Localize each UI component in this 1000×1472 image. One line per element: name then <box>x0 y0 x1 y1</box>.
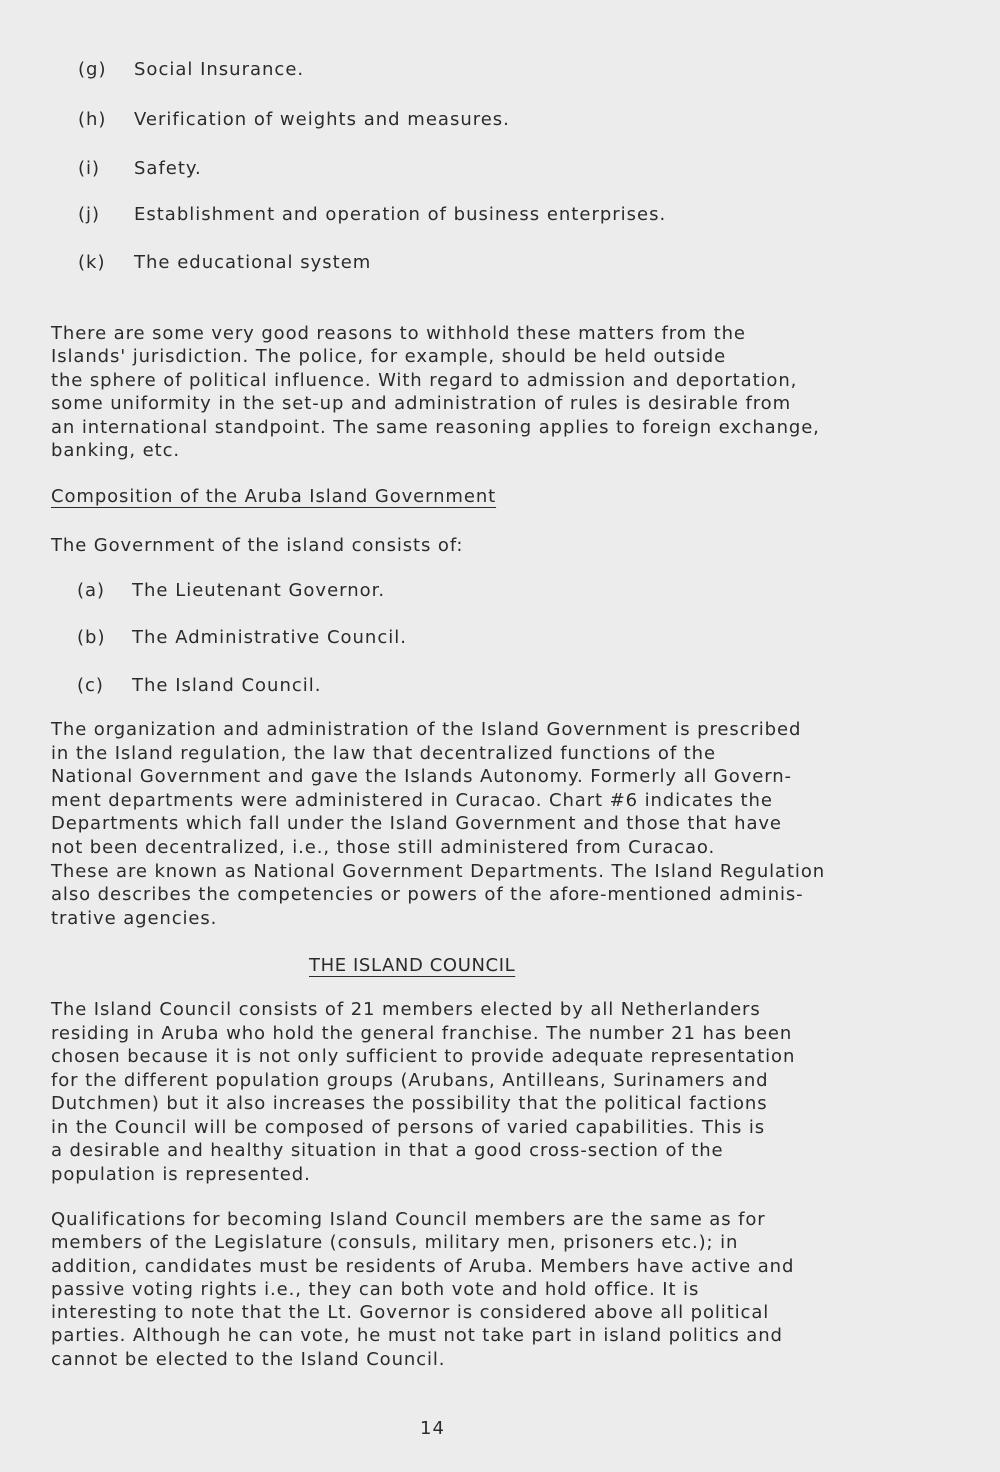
page-number: 14 <box>420 1418 445 1439</box>
section-heading-composition: Composition of the Aruba Island Government <box>51 486 497 507</box>
paragraph-line: These are known as National Government Departments. The Island Regulation <box>51 860 826 882</box>
paragraph-line: addition, candidates must be residents of Aruba. Members have active and <box>51 1255 795 1277</box>
intro-government <box>51 534 956 557</box>
list-item-text: Safety. <box>134 158 202 179</box>
paragraph-line: in the Island regulation, the law that decentralized functions of the <box>51 742 716 764</box>
paragraph-line: There are some very good reasons to withhold these matters from the <box>51 323 746 344</box>
paragraph-council <box>51 998 956 1186</box>
paragraph-line: cannot be elected to the Island Council. <box>51 1348 446 1370</box>
paragraph-line: in the Council will be composed of persons of varied capabilities. This is <box>51 1116 766 1138</box>
list-marker: (b) <box>77 627 106 648</box>
paragraph-line: the sphere of political influence. With regard to admission and deportation, <box>51 369 798 391</box>
paragraph-line: The Island Council consists of 21 members elected by all Netherlanders <box>51 999 761 1020</box>
section-heading-island-council: THE ISLAND COUNCIL <box>309 955 516 976</box>
paragraph-line: residing in Aruba who hold the general franchise. The number 21 has been <box>51 1022 793 1044</box>
paragraph-line: National Government and gave the Islands Autonomy. Formerly all Govern- <box>51 766 792 788</box>
list-item-text: Social Insurance. <box>134 59 305 80</box>
list-marker: (k) <box>78 252 106 273</box>
paragraph-line: population is represented. <box>51 1163 311 1185</box>
paragraph-organization <box>51 718 956 930</box>
paragraph-line: not been decentralized, i.e., those still administered from Curacao. <box>51 836 716 858</box>
paragraph-line: chosen because it is not only sufficient to provide adequate representation <box>51 1046 796 1067</box>
list-marker: (h) <box>78 109 107 130</box>
paragraph-line: Qualifications for becoming Island Council members are the same as for <box>51 1209 766 1230</box>
list-item-text: The Island Council. <box>132 675 322 696</box>
list-marker: (a) <box>77 580 106 601</box>
paragraph-line: an international standpoint. The same reasoning applies to foreign exchange, <box>51 416 820 438</box>
list-marker: (c) <box>77 675 104 696</box>
paragraph-line: passive voting rights i.e., they can both vote and hold office. It is <box>51 1278 700 1300</box>
paragraph-line: also describes the competencies or powers of the afore-mentioned adminis- <box>51 884 804 906</box>
paragraph-line: Islands' jurisdiction. The police, for example, should be held outside <box>51 346 727 368</box>
paragraph-line: some uniformity in the set-up and administration of rules is desirable from <box>51 393 792 415</box>
list-item-text: Establishment and operation of business enterprises. <box>134 204 667 225</box>
paragraph-line: for the different population groups (Arubans, Antilleans, Surinamers and <box>51 1069 769 1091</box>
paragraph-line: parties. Although he can vote, he must not take part in island politics and <box>51 1325 783 1347</box>
list-item-text: The educational system <box>134 252 372 273</box>
list-item-text: Verification of weights and measures. <box>134 109 510 130</box>
paragraph-line: members of the Legislature (consuls, military men, prisoners etc.); in <box>51 1232 739 1254</box>
list-marker: (i) <box>78 158 101 179</box>
paragraph-line: banking, etc. <box>51 440 181 462</box>
list-item-text: The Lieutenant Governor. <box>132 580 386 601</box>
paragraph-line: interesting to note that the Lt. Governor is considered above all political <box>51 1302 770 1324</box>
paragraph-line: ment departments were administered in Curacao. Chart #6 indicates the <box>51 789 773 811</box>
paragraph-line: Dutchmen) but it also increases the possibility that the political factions <box>51 1093 768 1114</box>
list-marker: (g) <box>78 59 107 80</box>
paragraph-line: The Government of the island consists of: <box>51 535 464 556</box>
paragraph-line: trative agencies. <box>51 907 218 929</box>
paragraph-reasons <box>51 322 956 462</box>
paragraph-line: a desirable and healthy situation in that a good cross-section of the <box>51 1140 724 1161</box>
paragraph-line: The organization and administration of the Island Government is prescribed <box>51 719 802 740</box>
list-item-text: The Administrative Council. <box>132 627 407 648</box>
list-marker: (j) <box>78 204 101 225</box>
paragraph-line: Departments which fall under the Island Government and those that have <box>51 813 782 835</box>
paragraph-qualifications <box>51 1208 956 1371</box>
